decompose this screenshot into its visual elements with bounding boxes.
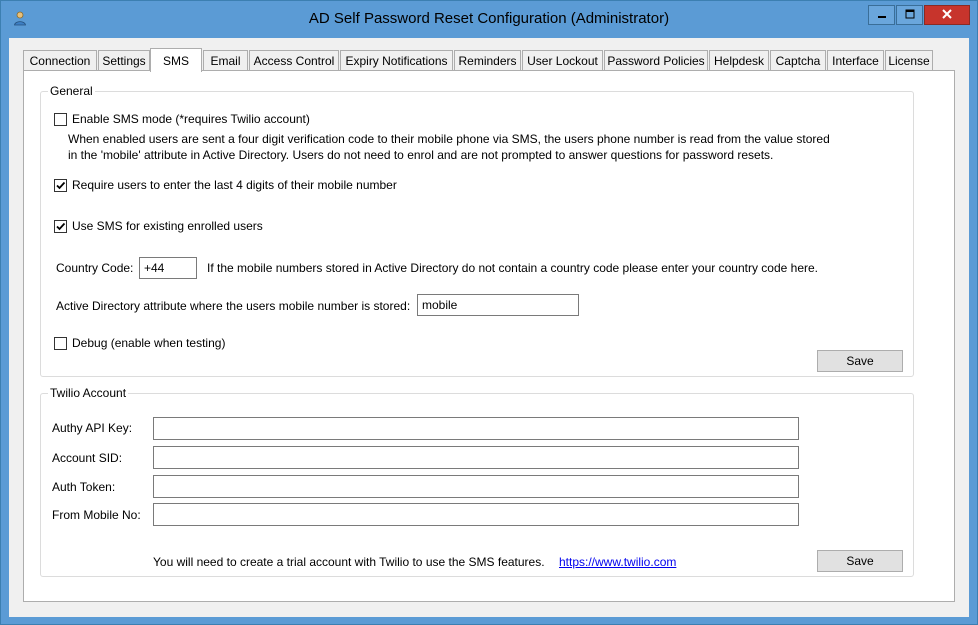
tab-label: Reminders (458, 53, 517, 68)
client-area (9, 38, 969, 617)
tab-helpdesk[interactable] (709, 50, 769, 70)
tab-label: User Lockout (527, 53, 598, 68)
maximize-icon (905, 8, 915, 22)
tab-label: Email (210, 53, 241, 68)
sms-tab-panel (23, 70, 955, 602)
twilio-save-button[interactable]: Save (817, 550, 903, 572)
close-icon (941, 8, 953, 23)
require-last4-label: Require users to enter the last 4 digits of their mobile number (72, 178, 397, 192)
enable-sms-checkbox[interactable] (54, 113, 67, 126)
use-sms-existing-label: Use SMS for existing enrolled users (72, 219, 263, 233)
tab-license[interactable] (885, 50, 933, 70)
country-code-hint: If the mobile numbers stored in Active Directory do not contain a country code please enter your country code here. (207, 261, 818, 275)
from-mobile-label: From Mobile No: (52, 508, 141, 522)
authy-api-key-label: Authy API Key: (52, 421, 133, 435)
tab-sms[interactable] (150, 48, 202, 72)
account-sid-label: Account SID: (52, 451, 123, 465)
twilio-link[interactable]: https://www.twilio.com (559, 555, 677, 569)
tab-reminders[interactable] (454, 50, 521, 70)
twilio-note: You will need to create a trial account with Twilio to use the SMS features. (153, 555, 545, 569)
from-mobile-input[interactable] (153, 503, 799, 526)
auth-token-input[interactable] (153, 475, 799, 498)
ad-attribute-label: Active Directory attribute where the users mobile number is stored: (56, 299, 411, 313)
tab-user-lockout[interactable] (522, 50, 603, 70)
tab-interface[interactable] (827, 50, 884, 70)
country-code-label: Country Code: (56, 261, 134, 275)
minimize-icon (877, 8, 887, 22)
window-title: AD Self Password Reset Configuration (Administrator) (308, 10, 670, 27)
minimize-button[interactable] (868, 5, 895, 25)
auth-token-label: Auth Token: (52, 480, 116, 494)
tab-captcha[interactable] (770, 50, 826, 70)
tab-label: Helpdesk (713, 53, 765, 68)
account-sid-input[interactable] (153, 446, 799, 469)
tab-connection[interactable] (23, 50, 97, 70)
sms-description-line1: When enabled users are sent a four digit verification code to their mobile phone via SMS, the users phone number is read from the value stored (68, 132, 830, 146)
sms-description-line2: in the 'mobile' attribute in Active Directory. Users do not need to enrol and are not prompted to answer questions for password resets. (68, 148, 774, 162)
checkmark-icon (55, 180, 66, 191)
tab-password-policies[interactable] (604, 50, 708, 70)
tab-label: Expiry Notifications (345, 53, 448, 68)
tab-label: SMS (162, 53, 189, 68)
authy-api-key-input[interactable] (153, 417, 799, 440)
title-bar[interactable] (1, 1, 977, 37)
tab-label: Interface (832, 53, 879, 68)
tab-label: Captcha (775, 53, 821, 68)
ad-attribute-input[interactable] (417, 294, 579, 316)
general-group (40, 84, 914, 377)
tab-label: Settings (102, 53, 146, 68)
twilio-group-title: Twilio Account (50, 386, 127, 400)
maximize-button[interactable] (896, 5, 923, 25)
general-group-title: General (50, 84, 93, 98)
country-code-input[interactable] (139, 257, 197, 279)
debug-checkbox[interactable] (54, 337, 67, 350)
debug-label: Debug (enable when testing) (72, 336, 226, 350)
tab-settings[interactable] (98, 50, 150, 70)
close-button[interactable] (924, 5, 970, 25)
general-save-button[interactable]: Save (817, 350, 903, 372)
checkmark-icon (55, 221, 66, 232)
tab-expiry-notifications[interactable] (340, 50, 453, 70)
tab-label: Password Policies (607, 53, 705, 68)
tab-label: License (888, 53, 930, 68)
tab-email[interactable] (203, 50, 248, 70)
tab-label: Access Control (253, 53, 335, 68)
enable-sms-label: Enable SMS mode (*requires Twilio account) (72, 112, 310, 126)
require-last4-checkbox[interactable] (54, 179, 67, 192)
tab-access-control[interactable] (249, 50, 339, 70)
use-sms-existing-checkbox[interactable] (54, 220, 67, 233)
twilio-account-group (40, 386, 914, 577)
tab-label: Connection (29, 53, 91, 68)
